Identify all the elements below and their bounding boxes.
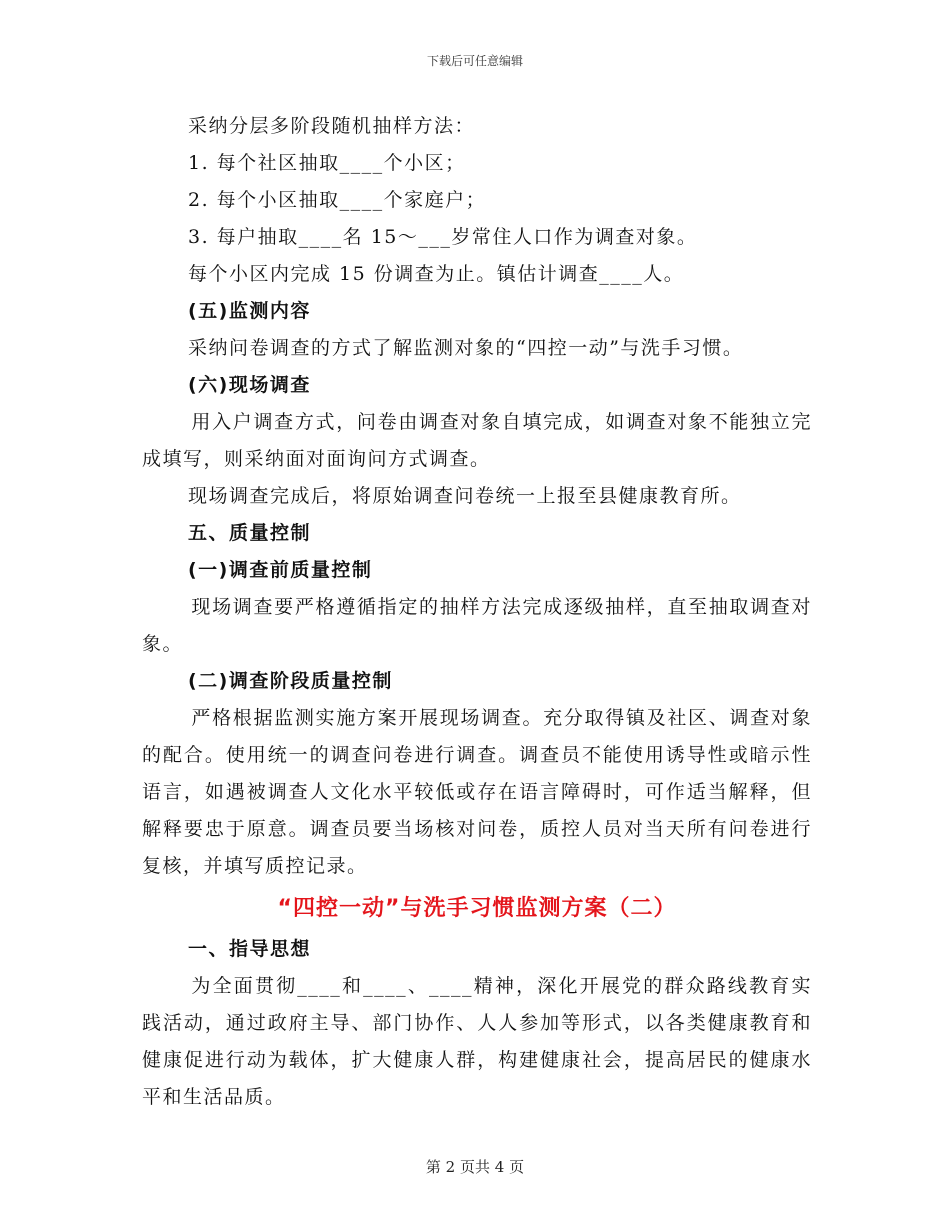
subsection-heading: (一)调查前质量控制	[188, 559, 373, 581]
subsection-heading: (六)现场调查	[188, 374, 311, 396]
list-item: 1. 每个社区抽取____个小区；	[188, 152, 466, 174]
section-heading: 五、质量控制	[188, 522, 312, 544]
list-item: 2. 每个小区抽取____个家庭户；	[188, 189, 487, 211]
paragraph: 为全面贯彻____和____、____精神，深化开展党的群众路线教育实践活动，通过政府主导、部门协作、人人参加等形式，以各类健康教育和健康促进行动为载体，扩大健康人群，构建健康社会，提高居民的健康水平和生活品质。	[142, 975, 812, 1108]
page-header: 下载后可任意编辑	[426, 54, 523, 68]
document-body	[142, 108, 812, 1116]
list-item: 3. 每户抽取____名 15～___岁常住人口作为调查对象。	[188, 226, 698, 248]
paragraph: 现场调查完成后，将原始调查问卷统一上报至县健康教育所。	[188, 485, 742, 507]
section-heading: 一、指导思想	[188, 938, 312, 960]
subsection-heading: (五)监测内容	[188, 300, 311, 322]
document-title: “四控一动”与洗手习惯监测方案（二）	[277, 896, 677, 921]
paragraph: 用入户调查方式，问卷由调查对象自填完成，如调查对象不能独立完成填写，则采纳面对面询问方式调查。	[142, 411, 812, 470]
text-line: 采纳分层多阶段随机抽样方法：	[188, 115, 476, 137]
subsection-heading: (二)调查阶段质量控制	[188, 670, 393, 692]
paragraph: 严格根据监测实施方案开展现场调查。充分取得镇及社区、调查对象的配合。使用统一的调查问卷进行调查。调查员不能使用诱导性或暗示性语言，如遇被调查人文化水平较低或存在语言障碍时，可作适当解释，但解释要忠于原意。调查员要当场核对问卷，质控人员对当天所有问卷进行复核，并填写质控记录。	[142, 707, 812, 877]
text-line: 每个小区内完成 15 份调查为止。镇估计调查____人。	[188, 263, 685, 285]
page-footer: 第 2 页共 4 页	[425, 1158, 525, 1176]
paragraph: 采纳问卷调查的方式了解监测对象的“四控一动”与洗手习惯。	[188, 337, 744, 359]
paragraph: 现场调查要严格遵循指定的抽样方法完成逐级抽样，直至抽取调查对象。	[142, 596, 812, 655]
